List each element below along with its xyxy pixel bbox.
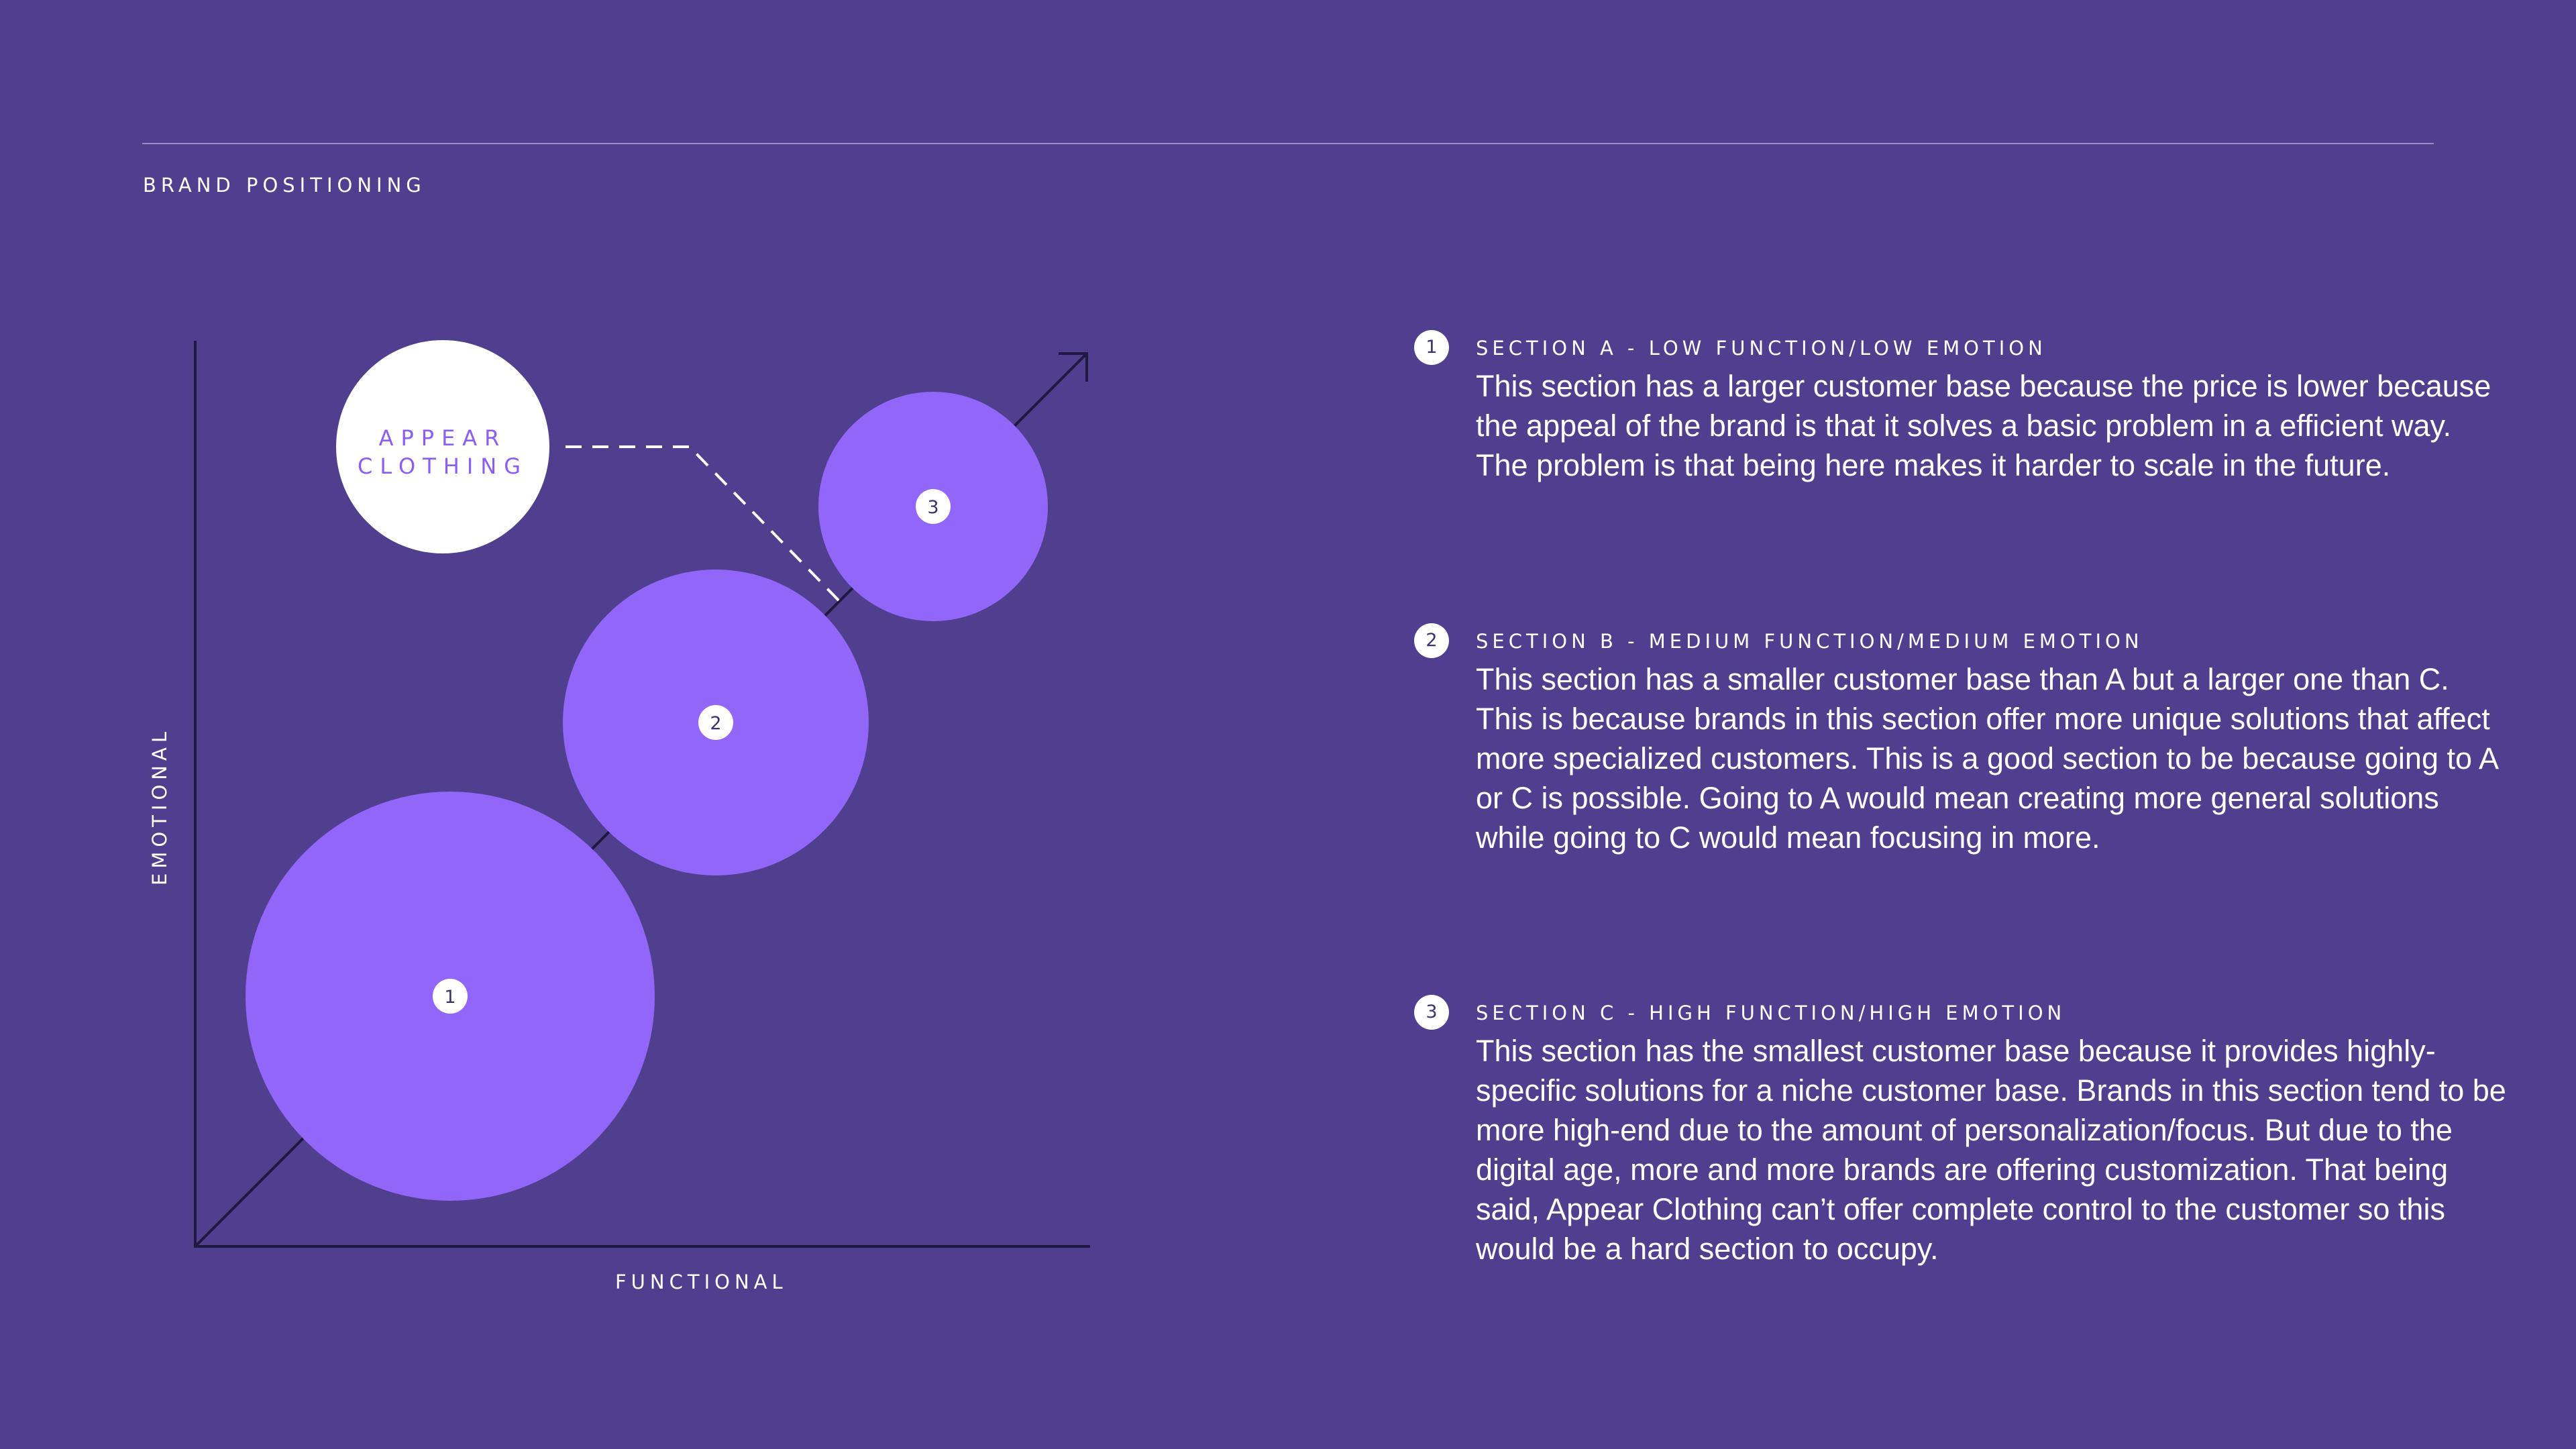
section-body: This section has a larger customer base because the price is lower because the appeal of the brand is that it solves a basic problem in a efficient way. The problem is that being here makes it harder to scale in the future. bbox=[1476, 369, 2491, 482]
brand-label-line-1: APPEAR bbox=[378, 425, 507, 451]
section-number-badge: 1 bbox=[1414, 330, 1449, 365]
brand-label bbox=[342, 424, 543, 480]
bubble-number-1: 1 bbox=[444, 987, 456, 1008]
x-axis-label: FUNCTIONAL bbox=[615, 1271, 788, 1293]
bubble-number-2: 2 bbox=[710, 713, 722, 734]
section-body: This section has a smaller customer base than A but a larger one than C. This is because brands in this section offer more unique solutions that affect more specialized customers. This is a good section to be because going to A or C is possible. Going to A would mean creating more general solutions while going to C would mean focusing in more. bbox=[1476, 662, 2498, 855]
section-title: SECTION A - LOW FUNCTION/LOW EMOTION bbox=[1476, 337, 2047, 360]
page-title: BRAND POSITIONING bbox=[143, 174, 426, 197]
section-title: SECTION B - MEDIUM FUNCTION/MEDIUM EMOTION bbox=[1476, 630, 2143, 653]
section-number-badge: 2 bbox=[1414, 623, 1449, 658]
brand-label-line-2: CLOTHING bbox=[358, 453, 528, 479]
section-title: SECTION C - HIGH FUNCTION/HIGH EMOTION bbox=[1476, 1002, 2066, 1024]
section-body: This section has the smallest customer base because it provides highly-specific solutions for a niche customer base. Brands in this section tend to be more high-end due to the amount of personalization/focus. But due to the digital age, more and more brands are offering customization. That being said, Appear Clothing can’t offer complete control to the customer so this would be a hard section to occupy. bbox=[1476, 1034, 2506, 1266]
section-number-badge: 3 bbox=[1414, 995, 1449, 1030]
y-axis-label: EMOTIONAL bbox=[148, 727, 171, 885]
bubble-number-3: 3 bbox=[927, 497, 939, 518]
